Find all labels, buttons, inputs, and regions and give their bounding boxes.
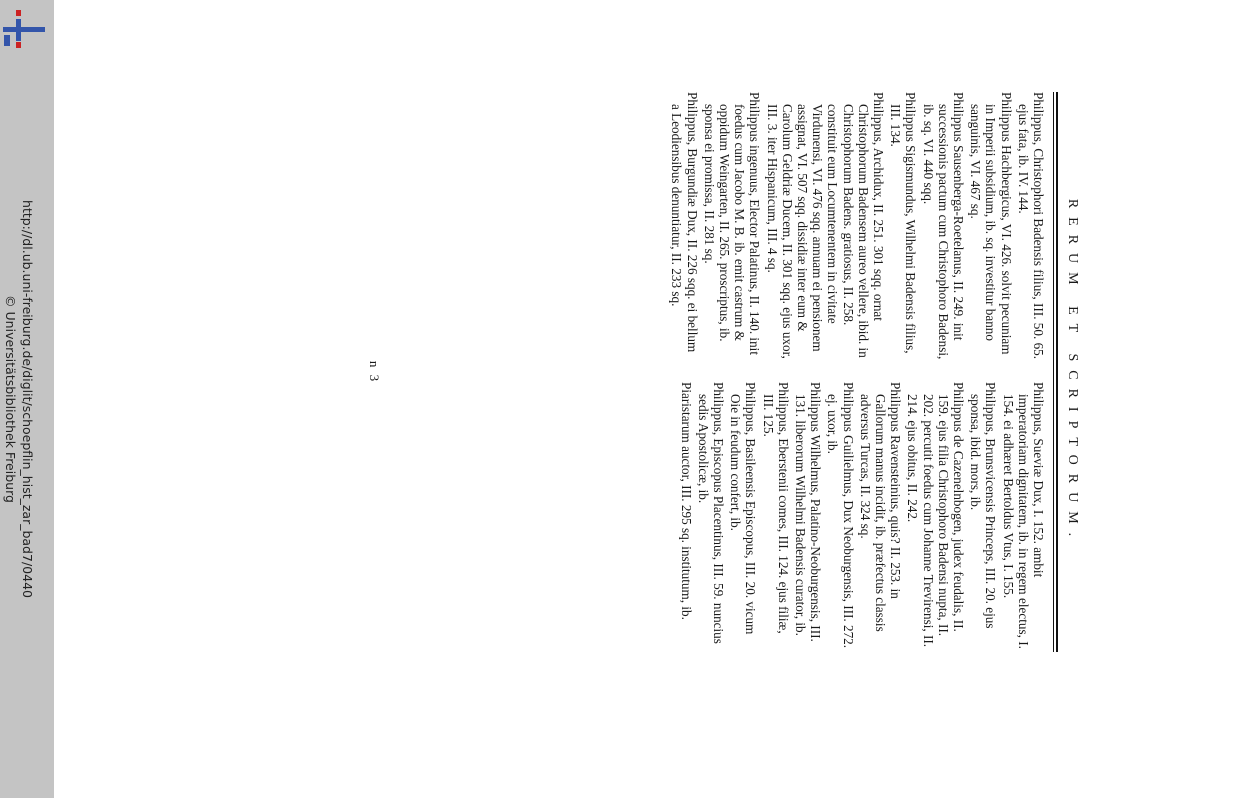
- index-entry: Philippus, Burgundiæ Dux, II. 226 sqq. ei bellum a Leodiensibus denuntiatur, II. 233 sq.: [669, 92, 700, 353]
- index-entry: Philippus, Archidux, II. 251. 301 sqq. ornat Christophorum Badensem aureo vellere, ibid. in Christophorum Badens. gratiosus, II. 258. constituit eum Locumtenentem in civitate Virdunensi, VI. 476 sqq. annuam ei pensionem assignat, VI. 507 sqq. dissidiæ inter eum & Carolum Geldriæ Ducem, II. 301 sqq. ejus uxor, III. 3. iter Hispanicum, III. 4 sq.: [764, 92, 886, 359]
- viewer-sidebar: [0, 0, 54, 798]
- header-rule-thin: [1053, 92, 1054, 652]
- page-view: [54, 0, 1235, 798]
- running-head: RERUM ET SCRIPTORUM.: [1065, 198, 1080, 546]
- index-entry: Philippus Guilielmus, Dux Neoburgensis, III. 272. ej. uxor, ib.: [825, 382, 856, 649]
- book-page: [354, 92, 1094, 652]
- index-entry: Philippus Hachbergicus, VI. 426. solvit pecuniam in Imperii subsidium, ib. sq. investitur banno sanguinis, VI. 467 sq.: [968, 92, 1014, 355]
- copyright-notice: © Universitätsbibliothek Freiburg: [3, 295, 18, 503]
- page-signature: n 3: [367, 360, 382, 384]
- header-rule: [1056, 92, 1058, 652]
- index-entry: Philippus Sausenberga-Roetelanus, II. 249. init successionis pactum cum Christophoro Badensi, ib. sq. VI. 440 sqq.: [920, 92, 966, 360]
- index-entry: Philippus, Eberstenii comes, III. 124. ejus filiæ, III. 125.: [760, 382, 791, 634]
- index-entry: Philippus Sigismundus, Wilhelmi Badensis filius, III. 134.: [888, 92, 919, 354]
- index-entry: Philippus, Basileensis Episcopus, III. 20. vicum Oie in feudum confert, ib.: [728, 382, 759, 635]
- index-entry: Philippus, Sueviæ Dux, I. 152. ambit imperatoriam dignitatem, ib. in regem electus, I. 154. ei adhæret Bertoldus Vtus, I. 155.: [1000, 382, 1046, 649]
- right-column: [676, 382, 1046, 650]
- index-entry: Philippus, Episcopus Placentinus, III. 59. nuncius sedis Apostolicæ, ib.: [695, 382, 726, 644]
- index-entry: Philippus Ravensteinius, quis? II. 253. in Gallorum manus incidit, ib. præfectus classis adversus Turcas, II. 324 sq.: [857, 382, 904, 632]
- index-entry: Philippus de Cazenelnbogen, judex feudalis, II. 159. ejus filia Christophoro Badensi nupta, II. 202. percutit foedus cum Johanne Trevirensi, II. 214. ejus obitus, II. 242.: [905, 382, 966, 648]
- index-entry: Philippus, Christophori Badensis filius, III. 50. 65. ejus fata, ib. IV. 144.: [1015, 92, 1046, 360]
- index-entry: Philippus, Brunsvicensis Princeps, III. 20. ejus sponsa, ibid. mors, ib.: [968, 382, 999, 629]
- index-entry: Piaristarum auctor, III. 295 sq. institutum, ib.: [678, 382, 694, 620]
- left-column: [667, 92, 1046, 360]
- source-url[interactable]: http://dl.ub.uni-freiburg.de/diglit/schoepflin_hist_zar_bad7/0440: [20, 200, 35, 598]
- index-entry: Philippus Wilhelmus, Palatino-Neoburgensis, III. 131. liberorum Wilhelmi Badensis curator, ib.: [792, 382, 824, 642]
- index-entry: Philippus ingenuus, Elector Palatinus, II. 140. init foedus cum Jacobo M. B. ib. emit castrum & oppidum Weingarten, II. 265. proscriptus, ib. sponsa ei promissa, II. 281 sq.: [701, 92, 763, 355]
